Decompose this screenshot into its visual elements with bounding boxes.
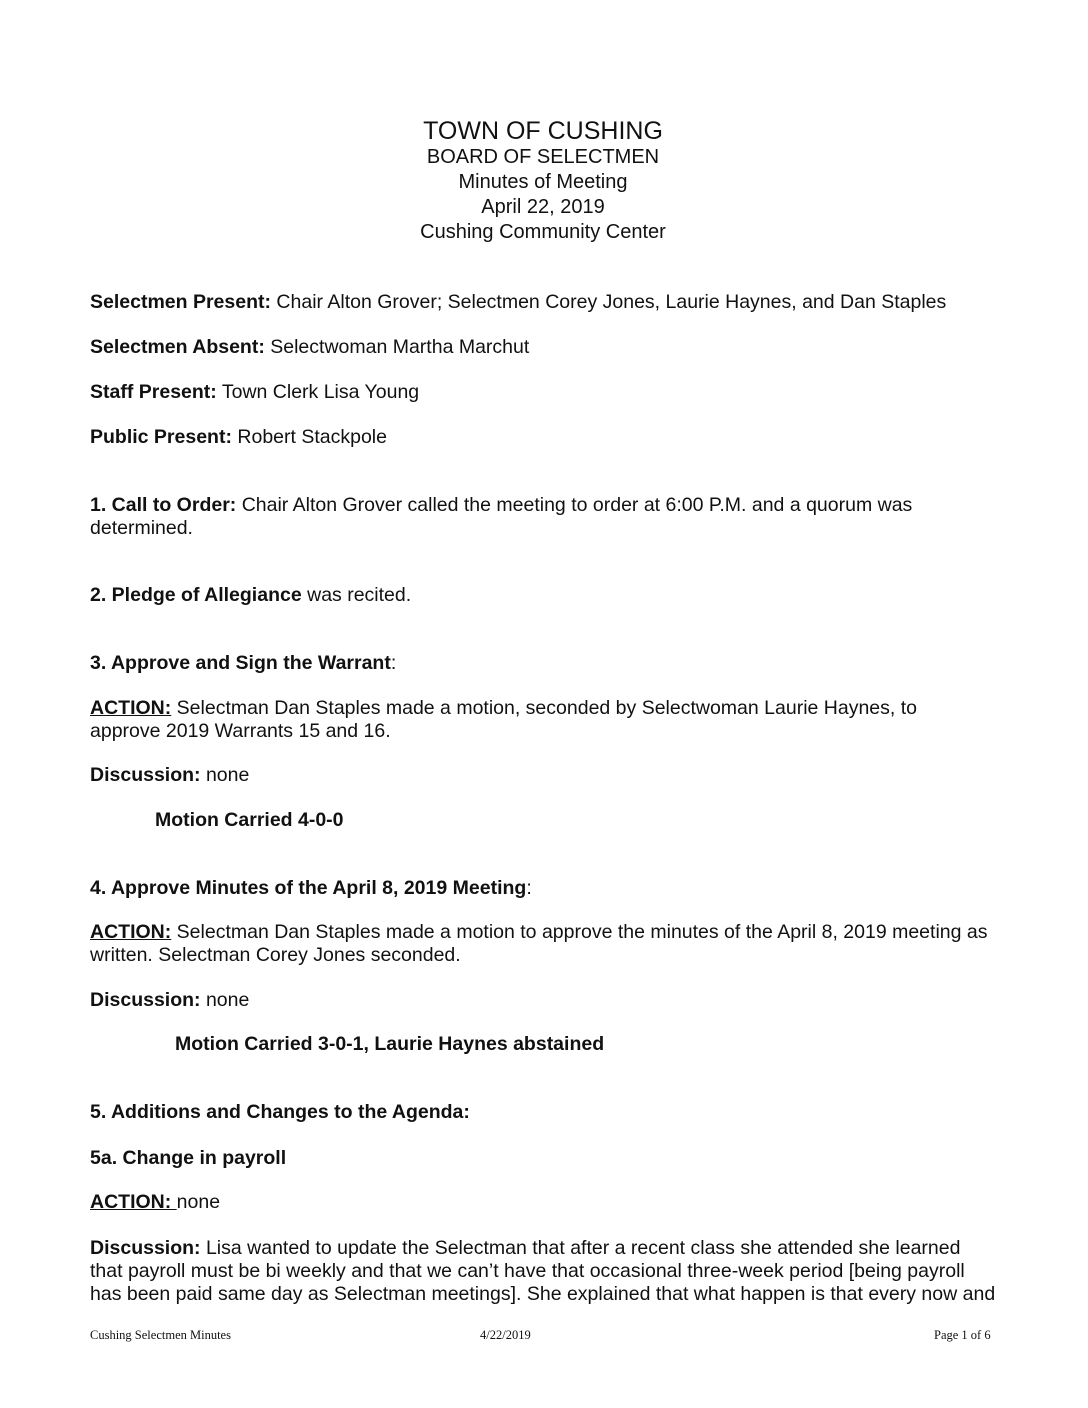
- payroll-discussion-text-2: that payroll must be bi weekly and that we can’t have that occasional three-week period [being payroll: [90, 1260, 965, 1282]
- town-title: TOWN OF CUSHING: [423, 117, 663, 145]
- payroll-discussion-text: Lisa wanted to update the Selectman that after a recent class she attended she learned: [200, 1237, 961, 1259]
- selectmen-present: [90, 290, 1010, 314]
- warrant-result-text: Motion Carried 4-0-0: [155, 809, 344, 831]
- payroll-discussion-cont-1: [90, 1259, 1010, 1283]
- minutes-heading: [90, 876, 1010, 900]
- staff-present-value: Town Clerk Lisa Young: [216, 381, 420, 403]
- warrant-action-text-2: approve 2019 Warrants 15 and 16.: [90, 720, 391, 742]
- payroll-discussion-cont-2: [90, 1282, 1010, 1306]
- warrant-action: [90, 696, 1010, 720]
- warrant-action-label: ACTION:: [90, 697, 172, 719]
- minutes-action-label: ACTION:: [90, 921, 172, 943]
- selectmen-absent-value: Selectwoman Martha Marchut: [264, 336, 530, 358]
- call-to-order-cont: [90, 516, 1010, 540]
- minutes-heading-colon: :: [526, 877, 532, 899]
- payroll-heading-text: 5a. Change in payroll: [90, 1147, 287, 1169]
- warrant-discussion: [90, 763, 1010, 787]
- footer-page-number: Page 1 of 6: [934, 1328, 991, 1342]
- call-to-order-text-2: determined.: [90, 517, 193, 539]
- doc-type: Minutes of Meeting: [458, 171, 628, 193]
- warrant-action-cont: [90, 719, 1010, 743]
- warrant-discussion-label: Discussion:: [90, 764, 201, 786]
- staff-present: [90, 380, 1010, 404]
- warrant-result: [155, 808, 1075, 832]
- minutes-heading-text: 4. Approve Minutes of the April 8, 2019 Meeting: [90, 877, 527, 899]
- agenda-heading-text: 5. Additions and Changes to the Agenda:: [90, 1101, 470, 1123]
- selectmen-present-label: Selectmen Present:: [90, 291, 271, 313]
- payroll-action: [90, 1190, 1010, 1214]
- warrant-discussion-text: none: [200, 764, 250, 786]
- agenda-heading: [90, 1100, 1010, 1124]
- minutes-discussion-label: Discussion:: [90, 989, 201, 1011]
- payroll-discussion-label: Discussion:: [90, 1237, 201, 1259]
- meeting-location: Cushing Community Center: [420, 221, 666, 243]
- footer-left: Cushing Selectmen Minutes: [90, 1328, 231, 1342]
- pledge-text: was recited.: [301, 584, 412, 606]
- call-to-order-text: Chair Alton Grover called the meeting to order at 6:00 P.M. and a quorum was: [236, 494, 913, 516]
- payroll-action-value: none: [176, 1191, 221, 1213]
- board-title: BOARD OF SELECTMEN: [426, 146, 660, 168]
- payroll-discussion: [90, 1236, 1010, 1260]
- meeting-date: April 22, 2019: [481, 196, 605, 218]
- public-present: [90, 425, 1010, 449]
- footer-date: 4/22/2019: [480, 1328, 531, 1342]
- public-present-value: Robert Stackpole: [231, 426, 387, 448]
- selectmen-present-value: Chair Alton Grover; Selectmen Corey Jones, Laurie Haynes, and Dan Staples: [271, 291, 947, 313]
- selectmen-absent: [90, 335, 1010, 359]
- minutes-action-cont: [90, 943, 1010, 967]
- warrant-heading-colon: :: [390, 652, 397, 674]
- warrant-action-text: Selectman Dan Staples made a motion, seconded by Selectwoman Laurie Haynes, to: [171, 697, 918, 719]
- staff-present-label: Staff Present:: [90, 381, 217, 403]
- public-present-label: Public Present:: [90, 426, 232, 448]
- warrant-heading: [90, 651, 1010, 675]
- warrant-heading-text: 3. Approve and Sign the Warrant: [90, 652, 391, 674]
- pledge-label: 2. Pledge of Allegiance: [90, 584, 302, 606]
- pledge: [90, 583, 1010, 607]
- selectmen-absent-label: Selectmen Absent:: [90, 336, 265, 358]
- minutes-discussion-text: none: [200, 989, 250, 1011]
- payroll-heading: [90, 1146, 1010, 1170]
- payroll-action-label: ACTION:: [90, 1191, 177, 1213]
- call-to-order: [90, 493, 1010, 517]
- minutes-result-text: Motion Carried 3-0-1, Laurie Haynes abstained: [175, 1033, 605, 1055]
- payroll-discussion-text-3: has been paid same day as Selectman meetings]. She explained that what happen is that every now and: [90, 1283, 996, 1305]
- minutes-action: [90, 920, 1010, 944]
- minutes-result: [175, 1032, 1088, 1056]
- minutes-discussion: [90, 988, 1010, 1012]
- document-header: [0, 117, 1088, 245]
- minutes-action-text: Selectman Dan Staples made a motion to approve the minutes of the April 8, 2019 meeting as: [171, 921, 988, 943]
- minutes-action-text-2: written. Selectman Corey Jones seconded.: [90, 944, 461, 966]
- call-to-order-label: 1. Call to Order:: [90, 494, 237, 516]
